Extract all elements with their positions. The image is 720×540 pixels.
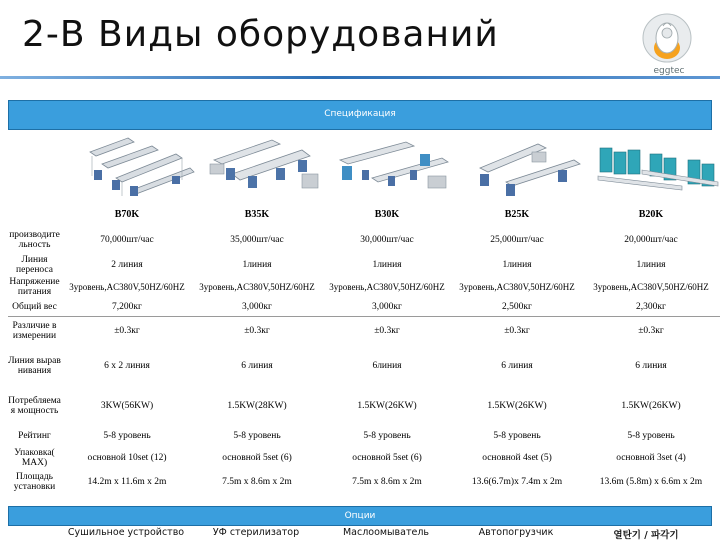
table-cell: основной 4set (5): [482, 453, 552, 463]
b30k-machine-photo: [332, 130, 460, 202]
table-cell: 5-8 уровень: [233, 431, 281, 441]
table-row: [8, 276, 720, 298]
table-cell: 25,000шт/час: [490, 235, 544, 245]
b35k-machine-photo: [202, 130, 330, 202]
options-row: [62, 527, 720, 540]
table-cell: 6 x 2 линия: [104, 361, 150, 371]
row-label: Линия выравнивания: [8, 356, 61, 376]
option-item: Маслоомыватель: [342, 527, 430, 538]
table-cell: 13.6m (5.8m) x 6.6m x 2m: [599, 477, 703, 487]
model-header: B70K: [114, 209, 140, 220]
table-cell: 3уровень,AC380V,50HZ/60HZ: [329, 282, 445, 292]
table-cell: 13.6(6.7m)x 7.4m x 2m: [471, 477, 563, 487]
row-label: Упаковка( MAX): [14, 448, 55, 468]
table-cell: 3уровень,AC380V,50HZ/60HZ: [69, 282, 185, 292]
table-cell: 7.5m x 8.6m x 2m: [222, 477, 292, 487]
table-cell: 2,500кг: [452, 298, 582, 316]
row-label: Потребляемая мощность: [8, 396, 61, 416]
option-item: 열탄기 / 파각기: [613, 530, 679, 540]
table-cell: 1линия: [502, 260, 532, 270]
b25k-machine-photo: [462, 130, 590, 202]
row-label: производительность: [9, 230, 60, 250]
table-row: [8, 386, 720, 426]
table-cell: основной 3set (4): [616, 453, 686, 463]
logo-wordmark: eggtec: [653, 66, 685, 76]
table-cell: 3уровень,AC380V,50HZ/60HZ: [199, 282, 315, 292]
table-cell: ±0.3кг: [638, 326, 664, 337]
model-header-row: [8, 204, 720, 226]
page-title: 2-В Виды оборудований: [22, 14, 499, 55]
model-header: B35K: [244, 209, 270, 220]
table-cell: 1.5KW(26KW): [357, 401, 417, 411]
table-cell: 1линия: [242, 260, 272, 270]
spec-section-title: Спецификация: [324, 109, 396, 119]
table-cell: 3уровень,AC380V,50HZ/60HZ: [593, 282, 709, 292]
table-cell: 6 линия: [501, 361, 533, 371]
table-cell: 7.5m x 8.6m x 2m: [352, 477, 422, 487]
table-cell: 3,000кг: [192, 298, 322, 316]
b20k-machine-photo: [592, 130, 720, 202]
row-label: Рейтинг: [18, 431, 51, 441]
table-cell: 1.5KW(28KW): [227, 401, 287, 411]
table-row: [8, 254, 720, 276]
table-cell: основной 5set (6): [352, 453, 422, 463]
model-header: B20K: [638, 209, 664, 220]
table-cell: 3KW(56KW): [100, 401, 154, 411]
table-cell: 6 линия: [241, 361, 273, 371]
table-cell: ±0.3кг: [114, 326, 140, 337]
corner-cell: [8, 204, 62, 226]
table-cell: 20,000шт/час: [624, 235, 678, 245]
spec-section-header: [8, 100, 712, 130]
table-cell: 5-8 уровень: [103, 431, 151, 441]
model-header: B25K: [504, 209, 530, 220]
machine-photos: [62, 130, 720, 202]
row-label: Напряжение питания: [9, 277, 60, 297]
table-row: [8, 446, 720, 470]
table-cell: 30,000шт/час: [360, 235, 414, 245]
table-cell: 1линия: [636, 260, 666, 270]
b70k-machine-photo: [72, 130, 200, 202]
table-cell: 5-8 уровень: [627, 431, 675, 441]
table-row: [8, 470, 720, 494]
table-row: [8, 226, 720, 254]
table-cell: 6линия: [372, 361, 402, 371]
table-cell: 1линия: [372, 260, 402, 270]
row-label: Площадь установки: [13, 472, 56, 492]
table-cell: 14.2m x 11.6m x 2m: [87, 477, 167, 487]
table-cell: ±0.3кг: [374, 326, 400, 337]
table-cell: 7,200кг: [62, 298, 192, 316]
table-cell: 2 линия: [111, 260, 143, 270]
table-cell: ±0.3кг: [504, 326, 530, 337]
table-cell: 70,000шт/час: [100, 235, 154, 245]
row-label: Различие в измерении: [12, 321, 57, 342]
table-row: [8, 298, 720, 316]
spec-table: [8, 204, 720, 494]
row-label: Общий вес: [8, 298, 62, 316]
options-section-header: [8, 506, 712, 526]
table-cell: основной 10set (12): [87, 453, 167, 463]
option-item: Сушильное устройство: [67, 527, 185, 538]
options-section-title: Опции: [344, 511, 376, 521]
title-divider: [0, 76, 720, 79]
table-cell: 3уровень,AC380V,50HZ/60HZ: [459, 282, 575, 292]
model-header: B30K: [374, 209, 400, 220]
table-cell: 3,000кг: [322, 298, 452, 316]
table-row: [8, 346, 720, 386]
table-cell: ±0.3кг: [244, 326, 270, 337]
table-cell: 1.5KW(26KW): [487, 401, 547, 411]
option-item: Автопогрузчик: [478, 527, 554, 538]
table-cell: 5-8 уровень: [363, 431, 411, 441]
table-row: [8, 316, 720, 346]
table-cell: 35,000шт/час: [230, 235, 284, 245]
table-cell: 6 линия: [635, 361, 667, 371]
table-cell: 1.5KW(26KW): [621, 401, 681, 411]
table-cell: основной 5set (6): [222, 453, 292, 463]
table-row: [8, 426, 720, 446]
row-label: Линия переноса: [16, 255, 53, 275]
table-cell: 5-8 уровень: [493, 431, 541, 441]
table-cell: 2,300кг: [582, 298, 720, 316]
option-item: УФ стерилизатор: [212, 527, 300, 538]
